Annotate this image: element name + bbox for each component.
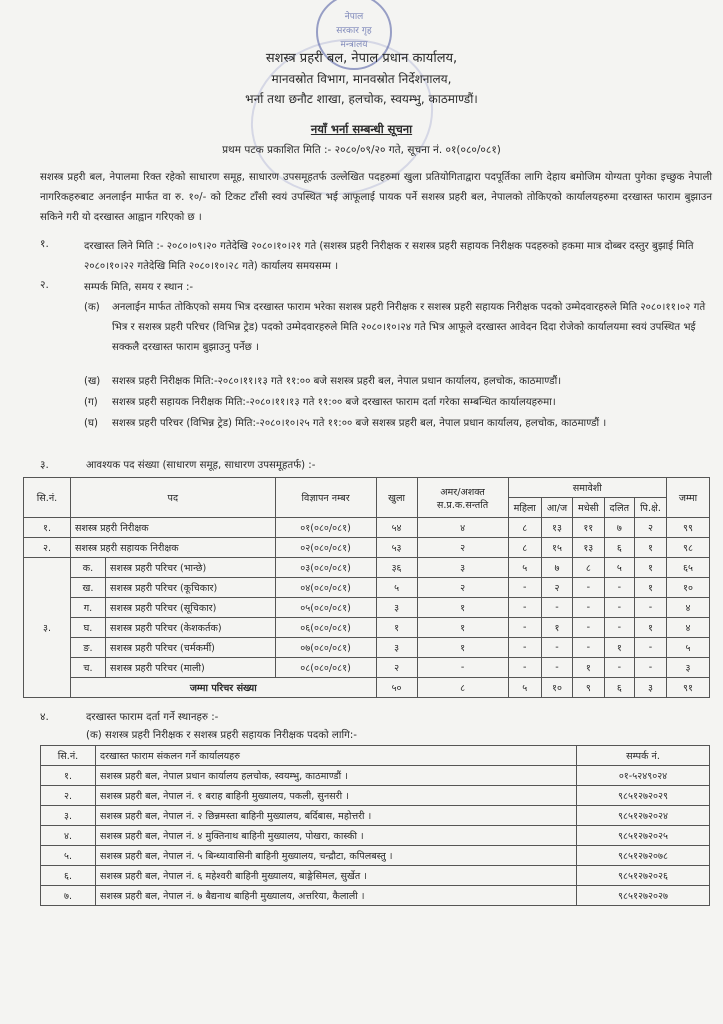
cell-martyr: ३ bbox=[417, 558, 508, 578]
cell-aj: - bbox=[541, 598, 572, 618]
cell-total-label: जम्मा परिचर संख्या bbox=[71, 678, 377, 698]
cell-martyr: ४ bbox=[417, 518, 508, 538]
cell-sn: १. bbox=[24, 518, 71, 538]
cell-madhesi: - bbox=[573, 638, 605, 658]
published-date: प्रथम पटक प्रकाशित मिति :- २०८०/०९/२० गते, सूचना नं. ०१(०८०/०८१) bbox=[222, 144, 501, 156]
table-row bbox=[24, 558, 710, 578]
col-dalit: दलित bbox=[604, 498, 634, 518]
intro-paragraph: सशस्त्र प्रहरी बल, नेपालमा रिक्त रहेको साधारण समूह, साधारण उपसमूहतर्फ उल्लेखित पदहरुमा खुला प्रतियोगिताद्वारा पदपूर्तिका लागि देहाय बमोजिम योग्यता पुगेका इच्छुक नेपाली नागरिकहरुबाट अनलाईन मार्फत वा रु. १०/- को टिकट टाँसी स्वयं उपस्थित भई आफूलाई पायक पर्ने सशस्त्र प्रहरी बल, नेपालको तोकिएको कार्यालयहरुमा दरखास्त फाराम बुझाउन सकिने गरी यो दरखास्त आह्वान गरिएको छ । bbox=[40, 172, 712, 223]
cell-madhesi: ९ bbox=[573, 678, 605, 698]
cell-open: ३६ bbox=[376, 558, 417, 578]
cell-backward: ३ bbox=[635, 678, 667, 698]
seal-text: नेपाल सरकार गृह मन्त्रालय bbox=[336, 12, 372, 50]
cell-sub: क. bbox=[71, 558, 106, 578]
col-office: दरखास्त फाराम संकलन गर्ने कार्यालयहरु bbox=[96, 746, 577, 766]
section1-text: दरखास्त लिने मिति :- २०८०।०९।२० गतेदेखि २०८०।१०।२१ गते (सशस्त्र प्रहरी निरीक्षक र सशस्त्र प्रहरी सहायक निरीक्षक पदहरुको हकमा मात्र दोब्बर दस्तुर बुझाई मिति २०८०।१०।२२ गतेदेखि मिति २०८०।१०।२८ गते) कार्यालय समयसम्म । bbox=[84, 241, 694, 272]
cell-women: ५ bbox=[508, 678, 541, 698]
cell-sn: ५. bbox=[41, 846, 96, 866]
cell-open: ५ bbox=[376, 578, 417, 598]
cell-open: ५० bbox=[376, 678, 417, 698]
table-row bbox=[24, 618, 710, 638]
cell-total: ५ bbox=[667, 638, 710, 658]
table-row bbox=[41, 866, 710, 886]
cell-martyr: ८ bbox=[417, 678, 508, 698]
cell-sub: घ. bbox=[71, 618, 106, 638]
cell-adv: ०२(०८०/०८१) bbox=[275, 538, 376, 558]
col-total: जम्मा bbox=[667, 478, 710, 518]
cell-dalit: - bbox=[604, 598, 634, 618]
section3-number: ३. bbox=[40, 459, 49, 471]
table-row bbox=[24, 658, 710, 678]
table-row bbox=[41, 886, 710, 906]
section2-mark-ga: (ग) bbox=[84, 397, 98, 408]
cell-open: ३ bbox=[376, 598, 417, 618]
col-women: महिला bbox=[508, 498, 541, 518]
cell-open: १ bbox=[376, 618, 417, 638]
cell-post: सशस्त्र प्रहरी सहायक निरीक्षक bbox=[71, 538, 276, 558]
cell-total: ३ bbox=[667, 658, 710, 678]
cell-post: सशस्त्र प्रहरी परिचर (सूचिकार) bbox=[106, 598, 276, 618]
cell-sub: ग. bbox=[71, 598, 106, 618]
cell-sn: ३. bbox=[41, 806, 96, 826]
cell-aj: १५ bbox=[541, 538, 572, 558]
col-sn: सि.नं. bbox=[24, 478, 71, 518]
section1-number: १. bbox=[40, 238, 49, 250]
cell-adv: ०३(०८०/०८१) bbox=[275, 558, 376, 578]
cell-aj: १ bbox=[541, 618, 572, 638]
section2-mark-kha: (ख) bbox=[84, 376, 101, 387]
table-row bbox=[24, 538, 710, 558]
cell-backward: १ bbox=[635, 558, 667, 578]
cell-sub: ङ. bbox=[71, 638, 106, 658]
cell-dalit: ६ bbox=[604, 678, 634, 698]
cell-total: ६५ bbox=[667, 558, 710, 578]
cell-women: - bbox=[508, 638, 541, 658]
col-aj: आ/ज bbox=[541, 498, 572, 518]
cell-women: - bbox=[508, 578, 541, 598]
cell-women: - bbox=[508, 618, 541, 638]
cell-adv: ०१(०८०/०८१) bbox=[275, 518, 376, 538]
col-inclusive: समावेशी bbox=[508, 478, 666, 498]
cell-office: सशस्त्र प्रहरी बल, नेपाल नं. २ छिन्नमस्ता बाहिनी मुख्यालय, बर्दिबास, महोत्तरी । bbox=[96, 806, 577, 826]
cell-office: सशस्त्र प्रहरी बल, नेपाल नं. ६ महेश्वरी बाहिनी मुख्यालय, बाङ्गेसिमल, सुर्खेत । bbox=[96, 866, 577, 886]
cell-total: ९८ bbox=[667, 538, 710, 558]
col-open: खुला bbox=[376, 478, 417, 518]
table-row bbox=[41, 826, 710, 846]
cell-sn: ६. bbox=[41, 866, 96, 886]
cell-dalit: ५ bbox=[604, 558, 634, 578]
cell-sn: ४. bbox=[41, 826, 96, 846]
cell-madhesi: - bbox=[573, 578, 605, 598]
cell-women: - bbox=[508, 598, 541, 618]
col-adv: विज्ञापन नम्बर bbox=[275, 478, 376, 518]
cell-open: ३ bbox=[376, 638, 417, 658]
table-row bbox=[24, 638, 710, 658]
cell-total: ४ bbox=[667, 618, 710, 638]
cell-post: सशस्त्र प्रहरी परिचर (कूचिकार) bbox=[106, 578, 276, 598]
cell-backward: - bbox=[635, 638, 667, 658]
cell-martyr: २ bbox=[417, 538, 508, 558]
cell-adv: ०६(०८०/०८१) bbox=[275, 618, 376, 638]
cell-dalit: ७ bbox=[604, 518, 634, 538]
col-martyr: अमर/अशक्त स.प्र.क.सन्तति bbox=[417, 478, 508, 518]
section4-title: दरखास्त फाराम दर्ता गर्ने स्थानहरु :- bbox=[86, 712, 219, 723]
cell-open: २ bbox=[376, 658, 417, 678]
posts-table bbox=[23, 477, 710, 698]
cell-office: सशस्त्र प्रहरी बल, नेपाल प्रधान कार्यालय हलचोक, स्वयम्भु, काठमाण्डौं । bbox=[96, 766, 577, 786]
section2-mark-gha: (घ) bbox=[84, 418, 98, 429]
cell-sn: २. bbox=[24, 538, 71, 558]
col-sn: सि.नं. bbox=[41, 746, 96, 766]
table-row bbox=[24, 578, 710, 598]
table-row bbox=[24, 598, 710, 618]
cell-martyr: १ bbox=[417, 638, 508, 658]
cell-madhesi: १३ bbox=[573, 538, 605, 558]
table-row bbox=[41, 846, 710, 866]
cell-martyr: २ bbox=[417, 578, 508, 598]
cell-total: ९९ bbox=[667, 518, 710, 538]
offices-table bbox=[40, 745, 710, 906]
section2-item-gha: सशस्त्र प्रहरी परिचर (विभिन्न ट्रेड) मिति:-२०८०।१०।२५ गते ११:०० बजे सशस्त्र प्रहरी बल, नेपाल प्रधान कार्यालय, हलचोक, काठमाण्डौं । bbox=[112, 418, 607, 429]
cell-office: सशस्त्र प्रहरी बल, नेपाल नं. ४ मुक्तिनाथ बाहिनी मुख्यालय, पोखरा, कास्की । bbox=[96, 826, 577, 846]
section2-item-ka: अनलाईन मार्फत तोकिएको समय भित्र दरखास्त फाराम भरेका सशस्त्र प्रहरी निरीक्षक र सशस्त्र प्रहरी सहायक निरीक्षक पदको उम्मेदवारहरुले मिति २०८०।११।०२ गते भित्र र सशस्त्र प्रहरी परिचर (विभिन्न ट्रेड) पदको उम्मेदवारहरुले मिति २०८०।१०।२४ गते भित्र आफूले दरखास्त आवेदन दिदा रोजेको कार्यालयमा स्वयं उपस्थित भई सक्कलै दरखास्त फाराम बुझाउनु पर्नेछ । bbox=[112, 302, 706, 353]
cell-office: सशस्त्र प्रहरी बल, नेपाल नं. ५ बिन्ध्यावासिनी बाहिनी मुख्यालय, चन्द्रौटा, कपिलबस्तु । bbox=[96, 846, 577, 866]
cell-aj: - bbox=[541, 638, 572, 658]
cell-aj: २ bbox=[541, 578, 572, 598]
section2-title: सम्पर्क मिति, समय र स्थान :- bbox=[84, 282, 194, 293]
cell-sub: ख. bbox=[71, 578, 106, 598]
cell-adv: ०४(०८०/०८१) bbox=[275, 578, 376, 598]
section2-number: २. bbox=[40, 279, 49, 291]
cell-total: ४ bbox=[667, 598, 710, 618]
cell-women: ८ bbox=[508, 518, 541, 538]
cell-martyr: - bbox=[417, 658, 508, 678]
cell-backward: - bbox=[635, 598, 667, 618]
header-line3: भर्ना तथा छनौट शाखा, हलचोक, स्वयम्भु, काठमाण्डौं। bbox=[245, 92, 478, 106]
header-line2: मानवस्रोत विभाग, मानवस्रोत निर्देशनालय, bbox=[271, 72, 452, 86]
section2-mark-ka: (क) bbox=[84, 302, 100, 313]
header-line1: सशस्त्र प्रहरी बल, नेपाल प्रधान कार्यालय, bbox=[265, 51, 458, 66]
table-row bbox=[41, 786, 710, 806]
cell-women: ८ bbox=[508, 538, 541, 558]
cell-contact: ९८५१२७२०७८ bbox=[577, 846, 710, 866]
cell-backward: - bbox=[635, 658, 667, 678]
cell-post: सशस्त्र प्रहरी परिचर (केशकर्तक) bbox=[106, 618, 276, 638]
cell-dalit: ६ bbox=[604, 538, 634, 558]
cell-women: ५ bbox=[508, 558, 541, 578]
cell-dalit: - bbox=[604, 578, 634, 598]
section4-subtitle: (क) सशस्त्र प्रहरी निरीक्षक र सशस्त्र प्रहरी सहायक निरीक्षक पदको लागि:- bbox=[86, 730, 357, 741]
table-row bbox=[41, 766, 710, 786]
cell-contact: ९८५१२७२०२६ bbox=[577, 866, 710, 886]
cell-adv: ०८(०८०/०८१) bbox=[275, 658, 376, 678]
cell-contact: ९८५१२७२०२५ bbox=[577, 826, 710, 846]
cell-open: ५३ bbox=[376, 538, 417, 558]
cell-post: सशस्त्र प्रहरी परिचर (भान्छे) bbox=[106, 558, 276, 578]
cell-aj: १० bbox=[541, 678, 572, 698]
cell-sub: च. bbox=[71, 658, 106, 678]
cell-madhesi: ११ bbox=[573, 518, 605, 538]
col-madhesi: मधेसी bbox=[573, 498, 605, 518]
cell-post: सशस्त्र प्रहरी परिचर (चर्मकर्मी) bbox=[106, 638, 276, 658]
cell-madhesi: १ bbox=[573, 658, 605, 678]
cell-contact: ९८५१२७२०२४ bbox=[577, 806, 710, 826]
cell-office: सशस्त्र प्रहरी बल, नेपाल नं. १ बराह बाहिनी मुख्यालय, पकली, सुनसरी । bbox=[96, 786, 577, 806]
table-row bbox=[41, 806, 710, 826]
cell-contact: ०१-५२४९०२४ bbox=[577, 766, 710, 786]
section3-title: आवश्यक पद संख्या (साधारण समूह, साधारण उपसमूहतर्फ) :- bbox=[86, 460, 316, 471]
cell-backward: १ bbox=[635, 618, 667, 638]
cell-sn: १. bbox=[41, 766, 96, 786]
cell-backward: १ bbox=[635, 538, 667, 558]
cell-backward: २ bbox=[635, 518, 667, 538]
cell-dalit: - bbox=[604, 658, 634, 678]
cell-aj: - bbox=[541, 658, 572, 678]
col-backward: पि.क्षे. bbox=[635, 498, 667, 518]
cell-madhesi: ८ bbox=[573, 558, 605, 578]
cell-martyr: १ bbox=[417, 598, 508, 618]
cell-sn: ३. bbox=[24, 558, 71, 698]
table-total-row bbox=[24, 678, 710, 698]
section2-item-kha: सशस्त्र प्रहरी निरीक्षक मिति:-२०८०।११।१३ गते ११:०० बजे सशस्त्र प्रहरी बल, नेपाल प्रधान कार्यालय, हलचोक, काठमाण्डौं। bbox=[112, 376, 562, 387]
notice-title: नयाँ भर्ना सम्बन्धी सूचना bbox=[310, 122, 413, 136]
section2-item-ga: सशस्त्र प्रहरी सहायक निरीक्षक मिति:-२०८०।११।१३ गते ११:०० बजे दरखास्त फाराम दर्ता गरेका सम्बन्धित कार्यालयहरुमा। bbox=[112, 397, 556, 408]
cell-contact: ९८५१२७२०२७ bbox=[577, 886, 710, 906]
cell-total: १० bbox=[667, 578, 710, 598]
cell-aj: ७ bbox=[541, 558, 572, 578]
col-contact: सम्पर्क नं. bbox=[577, 746, 710, 766]
cell-sn: ७. bbox=[41, 886, 96, 906]
cell-madhesi: - bbox=[573, 618, 605, 638]
cell-dalit: १ bbox=[604, 638, 634, 658]
cell-total: ९१ bbox=[667, 678, 710, 698]
cell-contact: ९८५१२७२०२९ bbox=[577, 786, 710, 806]
section4-number: ४. bbox=[40, 711, 49, 723]
cell-post: सशस्त्र प्रहरी निरीक्षक bbox=[71, 518, 276, 538]
cell-adv: ०५(०८०/०८१) bbox=[275, 598, 376, 618]
cell-open: ५४ bbox=[376, 518, 417, 538]
col-post: पद bbox=[71, 478, 276, 518]
table-row bbox=[24, 518, 710, 538]
cell-women: - bbox=[508, 658, 541, 678]
cell-martyr: १ bbox=[417, 618, 508, 638]
cell-dalit: - bbox=[604, 618, 634, 638]
cell-adv: ०७(०८०/०८१) bbox=[275, 638, 376, 658]
cell-post: सशस्त्र प्रहरी परिचर (माली) bbox=[106, 658, 276, 678]
cell-aj: १३ bbox=[541, 518, 572, 538]
cell-madhesi: - bbox=[573, 598, 605, 618]
cell-office: सशस्त्र प्रहरी बल, नेपाल नं. ७ बैद्यनाथ बाहिनी मुख्यालय, अत्तरिया, कैलाली । bbox=[96, 886, 577, 906]
cell-sn: २. bbox=[41, 786, 96, 806]
cell-backward: १ bbox=[635, 578, 667, 598]
